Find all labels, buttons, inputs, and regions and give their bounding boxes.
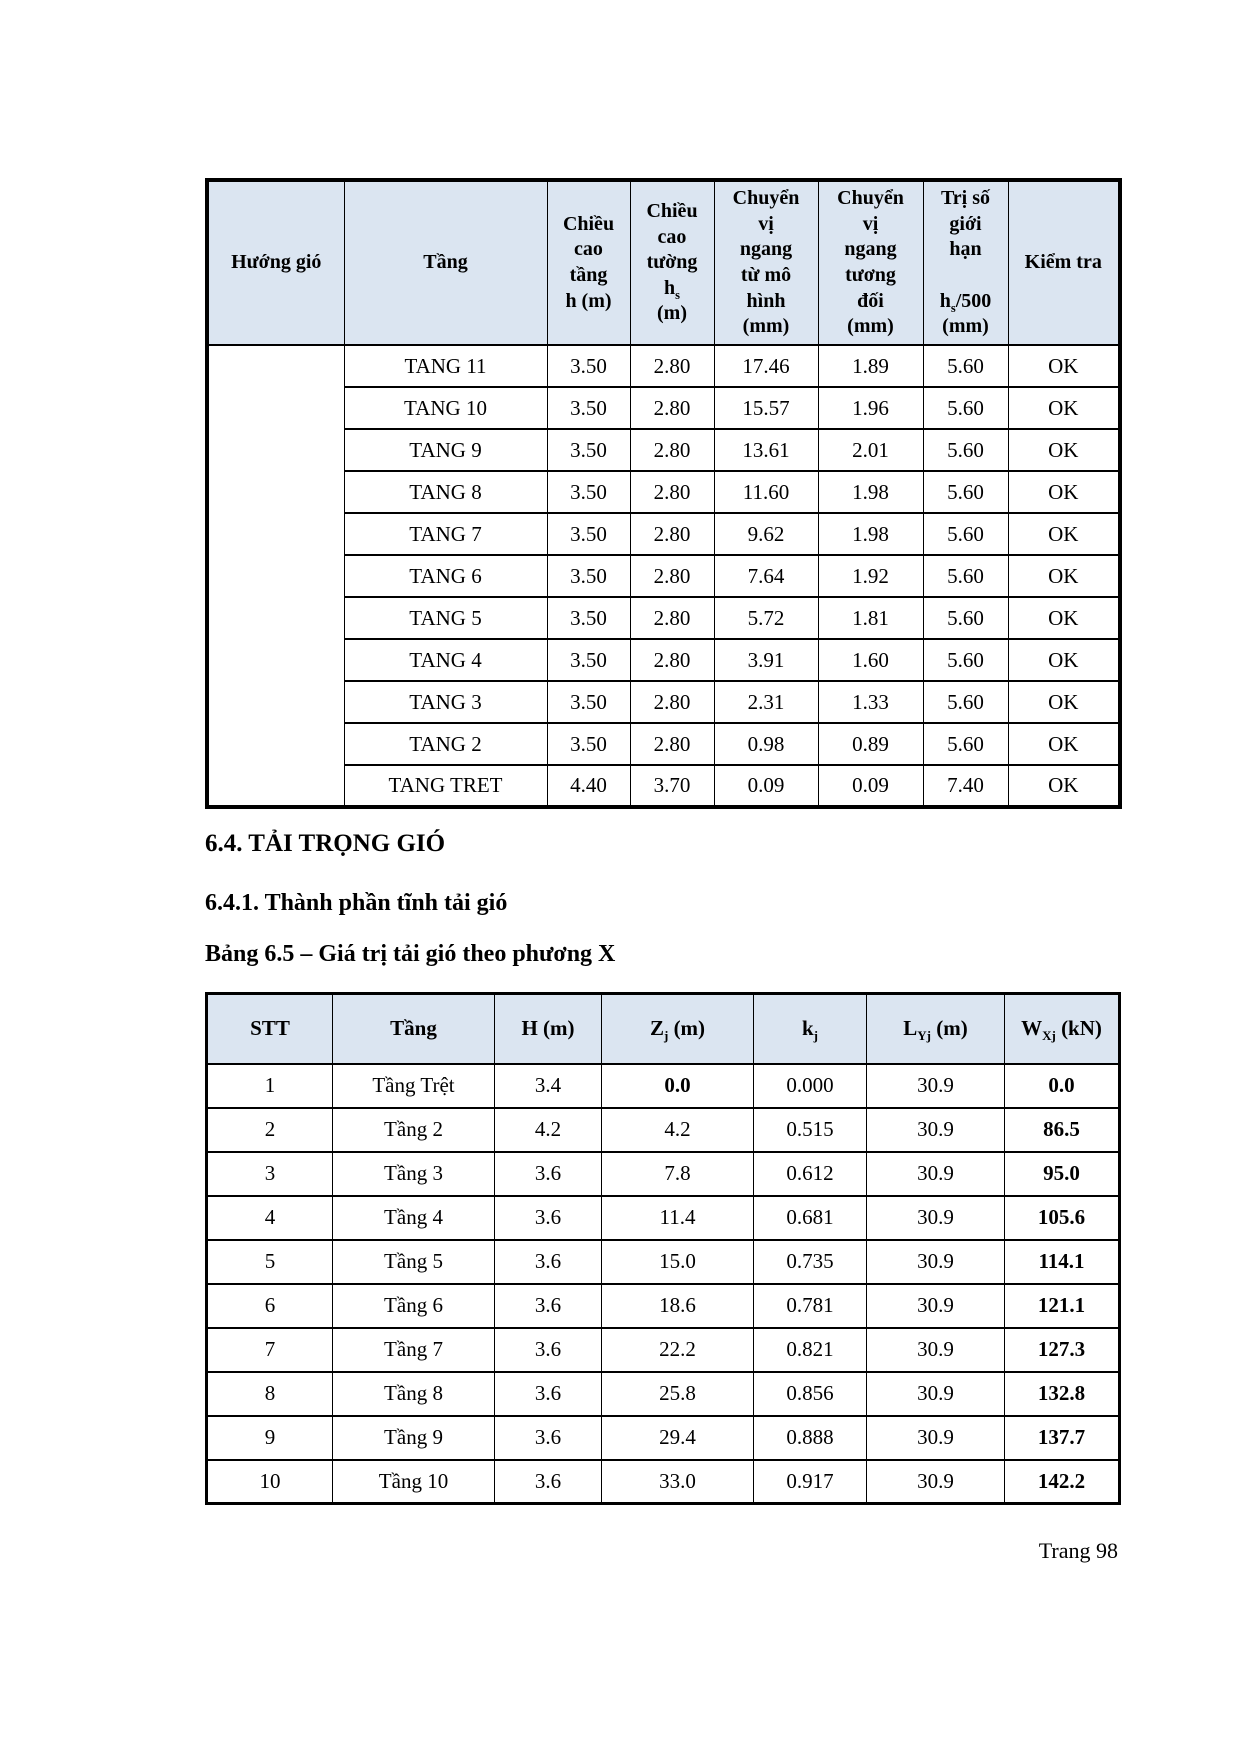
column-header: Chiều cao tầng h (m) [547,180,630,345]
wind-table-ly-cell: 30.9 [867,1240,1005,1284]
drift-table-tang-cell: TANG 4 [344,639,547,681]
wind-load-table [205,992,1121,1505]
drift-table-header-row [207,180,1120,345]
table-row [207,681,1120,723]
table-row [207,471,1120,513]
wind-table-tang-cell: Tầng 2 [333,1108,495,1152]
table-row [207,723,1120,765]
drift-table-limit-cell: 5.60 [923,597,1008,639]
column-header: $L_{Yj}$ (m) [867,994,1005,1064]
drift-table-h-cell: 3.50 [547,597,630,639]
drift-check-table [205,178,1122,809]
wind-table-tang-cell: Tầng 4 [333,1196,495,1240]
wind-table-zj-cell: 7.8 [602,1152,754,1196]
table-row [207,597,1120,639]
wind-table-ly-cell: 30.9 [867,1108,1005,1152]
wind-table-tang-cell: Tầng 5 [333,1240,495,1284]
wind-table-h-cell: 4.2 [495,1108,602,1152]
table-row [207,429,1120,471]
drift-table-hs-cell: 2.80 [630,681,714,723]
wind-table-zj-cell: 0.0 [602,1064,754,1108]
drift-table-tang-cell: TANG 3 [344,681,547,723]
drift-table-hs-cell: 3.70 [630,765,714,807]
drift-table-tang-cell: TANG 11 [344,345,547,387]
wind-table-ly-cell: 30.9 [867,1416,1005,1460]
drift-table-drift_rel-cell: 1.81 [818,597,923,639]
wind-table-tang-cell: Tầng 9 [333,1416,495,1460]
drift-table-drift_rel-cell: 1.33 [818,681,923,723]
drift-table-h-cell: 3.50 [547,681,630,723]
drift-table-check-cell: OK [1008,471,1120,513]
wind-table-zj-cell: 22.2 [602,1328,754,1372]
drift-table-tang-cell: TANG 5 [344,597,547,639]
table-row [207,387,1120,429]
column-header: H (m) [495,994,602,1064]
wind-table-w-cell: 105.6 [1005,1196,1120,1240]
drift-table-tang-cell: TANG 6 [344,555,547,597]
drift-table-limit-cell: 5.60 [923,387,1008,429]
drift-table-drift_rel-cell: 1.96 [818,387,923,429]
wind-table-kj-cell: 0.821 [754,1328,867,1372]
wind-table-stt-cell: 1 [207,1064,333,1108]
wind-table-kj-cell: 0.000 [754,1064,867,1108]
wind-table-kj-cell: 0.612 [754,1152,867,1196]
drift-table-drift_rel-cell: 0.89 [818,723,923,765]
drift-table-drift_rel-cell: 1.92 [818,555,923,597]
wind-table-zj-cell: 25.8 [602,1372,754,1416]
table-row [207,1416,1120,1460]
drift-table-drift_rel-cell: 1.89 [818,345,923,387]
wind-table-zj-cell: 18.6 [602,1284,754,1328]
drift-table-hs-cell: 2.80 [630,597,714,639]
drift-table-check-cell: OK [1008,723,1120,765]
section-heading: 6.4. TẢI TRỌNG GIÓ [205,830,446,857]
wind-table-stt-cell: 5 [207,1240,333,1284]
column-header: Chiều cao tường $h_s$ (m) [630,180,714,345]
wind-table-header-row [207,994,1120,1064]
wind-table-ly-cell: 30.9 [867,1152,1005,1196]
wind-table-stt-cell: 2 [207,1108,333,1152]
wind-table-kj-cell: 0.681 [754,1196,867,1240]
table-row [207,1196,1120,1240]
table-row [207,1240,1120,1284]
wind-table-stt-cell: 8 [207,1372,333,1416]
drift-table-drift_rel-cell: 2.01 [818,429,923,471]
drift-table-drift_model-cell: 11.60 [714,471,818,513]
drift-table-hs-cell: 2.80 [630,513,714,555]
wind-table-tang-cell: Tầng 8 [333,1372,495,1416]
wind-table-w-cell: 142.2 [1005,1460,1120,1504]
column-header: Kiểm tra [1008,180,1120,345]
drift-table-check-cell: OK [1008,597,1120,639]
drift-table-hs-cell: 2.80 [630,723,714,765]
column-header: Tầng [333,994,495,1064]
drift-table-drift_model-cell: 17.46 [714,345,818,387]
wind-table-zj-cell: 29.4 [602,1416,754,1460]
drift-table-drift_model-cell: 2.31 [714,681,818,723]
table-caption: Bảng 6.5 – Giá trị tải gió theo phương X [205,941,616,967]
wind-table-stt-cell: 10 [207,1460,333,1504]
table-row [207,345,1120,387]
drift-table-limit-cell: 5.60 [923,681,1008,723]
drift-table-limit-cell: 5.60 [923,639,1008,681]
wind-table-kj-cell: 0.856 [754,1372,867,1416]
wind-table-zj-cell: 11.4 [602,1196,754,1240]
wind-table-h-cell: 3.6 [495,1372,602,1416]
wind-table-h-cell: 3.6 [495,1152,602,1196]
wind-table-ly-cell: 30.9 [867,1328,1005,1372]
drift-table-h-cell: 3.50 [547,387,630,429]
wind-table-tang-cell: Tầng 3 [333,1152,495,1196]
wind-table-ly-cell: 30.9 [867,1460,1005,1504]
column-header: Chuyển vị ngang tương đối (mm) [818,180,923,345]
wind-table-h-cell: 3.4 [495,1064,602,1108]
drift-table-check-cell: OK [1008,681,1120,723]
wind-table-h-cell: 3.6 [495,1328,602,1372]
column-header: $k_j$ [754,994,867,1064]
wind-table-w-cell: 95.0 [1005,1152,1120,1196]
column-header: Trị số giới hạn $h_s/500$ (mm) [923,180,1008,345]
wind-table-h-cell: 3.6 [495,1240,602,1284]
wind-table-w-cell: 114.1 [1005,1240,1120,1284]
page-number: Trang 98 [1038,1538,1118,1563]
table-row [207,1284,1120,1328]
drift-table-limit-cell: 5.60 [923,723,1008,765]
drift-table-hs-cell: 2.80 [630,639,714,681]
wind-table-stt-cell: 3 [207,1152,333,1196]
wind-direction-cell [207,345,344,807]
wind-table-kj-cell: 0.515 [754,1108,867,1152]
column-header: $Z_j$ (m) [602,994,754,1064]
subsection-heading: 6.4.1. Thành phần tĩnh tải gió [205,890,508,916]
drift-table-drift_model-cell: 0.09 [714,765,818,807]
wind-table-stt-cell: 7 [207,1328,333,1372]
wind-table-tang-cell: Tầng Trệt [333,1064,495,1108]
drift-table-tang-cell: TANG TRET [344,765,547,807]
drift-table-h-cell: 4.40 [547,765,630,807]
wind-table-w-cell: 86.5 [1005,1108,1120,1152]
drift-table-drift_model-cell: 0.98 [714,723,818,765]
drift-table-h-cell: 3.50 [547,639,630,681]
drift-table-tang-cell: TANG 2 [344,723,547,765]
table-row [207,513,1120,555]
drift-table-check-cell: OK [1008,639,1120,681]
wind-table-zj-cell: 15.0 [602,1240,754,1284]
wind-table-tang-cell: Tầng 6 [333,1284,495,1328]
drift-table-hs-cell: 2.80 [630,471,714,513]
drift-table-tang-cell: TANG 9 [344,429,547,471]
drift-table-limit-cell: 5.60 [923,513,1008,555]
drift-table-drift_rel-cell: 0.09 [818,765,923,807]
wind-table-h-cell: 3.6 [495,1284,602,1328]
drift-table-limit-cell: 5.60 [923,429,1008,471]
table-row [207,1108,1120,1152]
wind-table-w-cell: 127.3 [1005,1328,1120,1372]
drift-table-h-cell: 3.50 [547,555,630,597]
wind-table-kj-cell: 0.888 [754,1416,867,1460]
wind-table-ly-cell: 30.9 [867,1284,1005,1328]
column-header: Hướng gió [207,180,344,345]
table-row [207,1328,1120,1372]
wind-table-h-cell: 3.6 [495,1416,602,1460]
drift-table-limit-cell: 5.60 [923,345,1008,387]
wind-table-h-cell: 3.6 [495,1196,602,1240]
wind-table-tang-cell: Tầng 7 [333,1328,495,1372]
wind-table-zj-cell: 4.2 [602,1108,754,1152]
drift-table-limit-cell: 5.60 [923,471,1008,513]
table-row [207,555,1120,597]
column-header: Chuyển vị ngang từ mô hình (mm) [714,180,818,345]
wind-table-kj-cell: 0.781 [754,1284,867,1328]
wind-table-kj-cell: 0.917 [754,1460,867,1504]
wind-table-tang-cell: Tầng 10 [333,1460,495,1504]
table-row [207,1152,1120,1196]
drift-table-drift_model-cell: 15.57 [714,387,818,429]
drift-table-tang-cell: TANG 8 [344,471,547,513]
drift-table-check-cell: OK [1008,513,1120,555]
drift-table-hs-cell: 2.80 [630,387,714,429]
drift-table-check-cell: OK [1008,345,1120,387]
drift-table-drift_model-cell: 5.72 [714,597,818,639]
wind-table-stt-cell: 4 [207,1196,333,1240]
table-row [207,1460,1120,1504]
wind-table-w-cell: 121.1 [1005,1284,1120,1328]
drift-table-check-cell: OK [1008,429,1120,471]
drift-table-drift_model-cell: 3.91 [714,639,818,681]
wind-table-ly-cell: 30.9 [867,1064,1005,1108]
drift-table-drift_rel-cell: 1.98 [818,471,923,513]
drift-table-hs-cell: 2.80 [630,555,714,597]
wind-table-kj-cell: 0.735 [754,1240,867,1284]
drift-table-h-cell: 3.50 [547,723,630,765]
drift-table-h-cell: 3.50 [547,429,630,471]
table-row [207,1064,1120,1108]
drift-table-tang-cell: TANG 10 [344,387,547,429]
wind-table-w-cell: 132.8 [1005,1372,1120,1416]
drift-table-h-cell: 3.50 [547,471,630,513]
table-row [207,765,1120,807]
wind-table-ly-cell: 30.9 [867,1372,1005,1416]
drift-table-hs-cell: 2.80 [630,429,714,471]
column-header: $W_{Xj}$ (kN) [1005,994,1120,1064]
wind-table-ly-cell: 30.9 [867,1196,1005,1240]
drift-table-limit-cell: 5.60 [923,555,1008,597]
drift-table-check-cell: OK [1008,387,1120,429]
table-row [207,639,1120,681]
column-header: Tầng [344,180,547,345]
wind-table-w-cell: 137.7 [1005,1416,1120,1460]
drift-table-check-cell: OK [1008,555,1120,597]
drift-table-check-cell: OK [1008,765,1120,807]
drift-table-limit-cell: 7.40 [923,765,1008,807]
wind-table-w-cell: 0.0 [1005,1064,1120,1108]
wind-table-h-cell: 3.6 [495,1460,602,1504]
drift-table-h-cell: 3.50 [547,345,630,387]
drift-table-drift_model-cell: 9.62 [714,513,818,555]
wind-table-stt-cell: 6 [207,1284,333,1328]
column-header: STT [207,994,333,1064]
wind-table-zj-cell: 33.0 [602,1460,754,1504]
drift-table-drift_model-cell: 7.64 [714,555,818,597]
wind-table-stt-cell: 9 [207,1416,333,1460]
drift-table-hs-cell: 2.80 [630,345,714,387]
table-row [207,1372,1120,1416]
drift-table-tang-cell: TANG 7 [344,513,547,555]
drift-table-drift_rel-cell: 1.98 [818,513,923,555]
drift-table-h-cell: 3.50 [547,513,630,555]
drift-table-drift_rel-cell: 1.60 [818,639,923,681]
drift-table-drift_model-cell: 13.61 [714,429,818,471]
